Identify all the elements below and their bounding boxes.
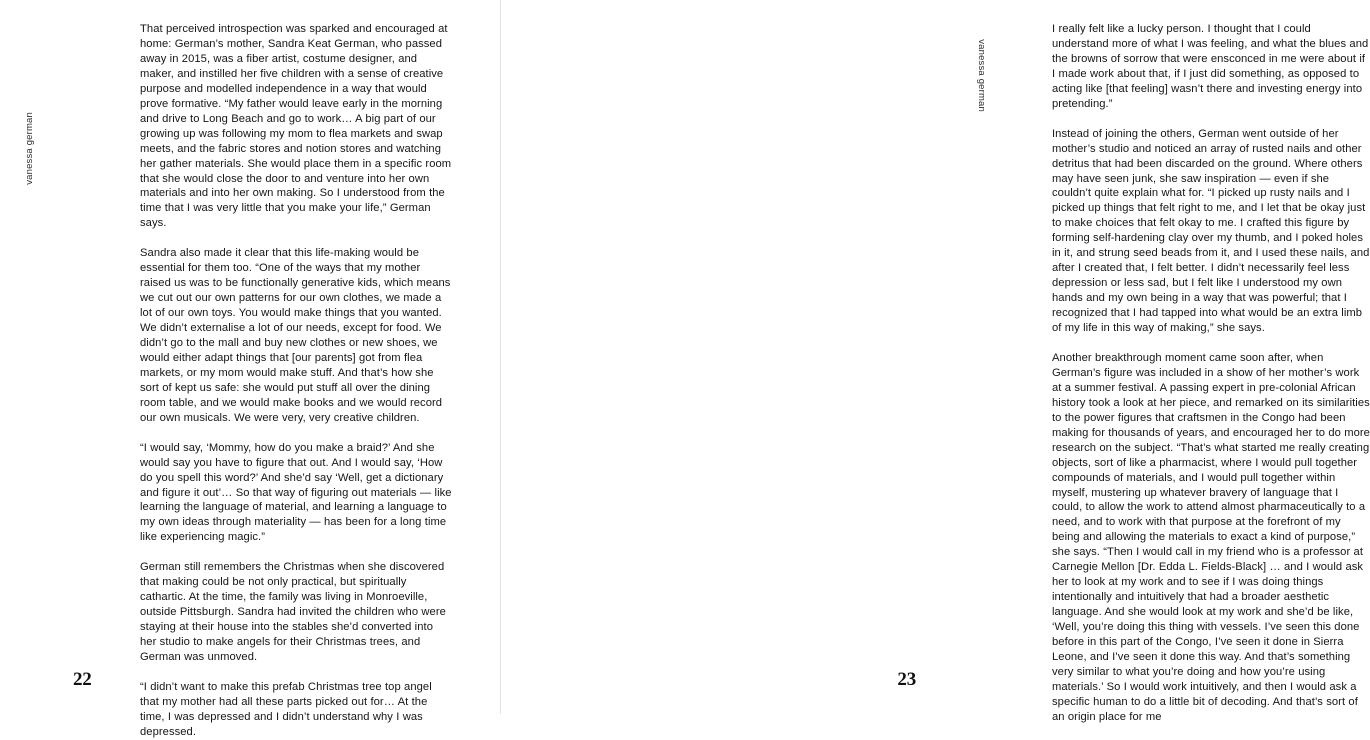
- paragraph: That perceived introspection was sparked and encouraged at home: German’s mother, Sandra Keat German, who passed away in 2015, was a fiber artist, costume designer, and maker, and instilled her five children with a sense of creative purpose and modelled independence in a way that would prove formative. “My father would leave early in the morning and drive to Long Beach and go to work… A big part of our growing up was following my mom to flea markets and swap meets, and the fabric stores and notion stores and watching her gather materials. She would place them in a specific room that she would close the door to and venture into her own materials and into her own making. So I understood from the time that I was very little that you make your life,” German says.: [140, 23, 452, 230]
- page-number-left: 22: [73, 669, 92, 690]
- running-head-right: vanessa german: [976, 39, 987, 112]
- paragraph: Instead of joining the others, German went outside of her mother’s studio and noticed an array of rusted nails and other detritus that had been discarded on the ground. Where others may have seen junk, she saw inspiration — even if she couldn’t quite explain what for. “I picked up rusty nails and I picked up things that felt right to me, and I let that be okay just to make choices that felt okay to me. I crafted this figure by forming self-hardening clay over my thumb, and I poked holes in it, and strung seed beads from it, and I used these nails, and after I created that, I felt better. I didn’t necessarily feel less depression or less sad, but I felt like I understood my own hands and my own being in a way that was powerful; that I recognized that I had tapped into what would be an extra limb of my life in this way of making,” she says.: [1052, 127, 1370, 335]
- page-number-right: 23: [897, 669, 916, 690]
- paragraph: “I would say, ‘Mommy, how do you make a braid?’ And she would say you have to figure that out. And I would say, ‘How do you spell this word?’ And she’d say ‘Well, get a dictionary and figure it out’… So that way of figuring out materials — like learning the language of material, and learning a language to my own ideas through materiality — has been for a long time like experiencing magic.”: [140, 441, 452, 544]
- page-left: [0, 0, 500, 738]
- paragraph: Another breakthrough moment came soon after, when German’s figure was included in a show of her mother’s work at a summer festival. A passing expert in pre-colonial African history took a look at her piece, and remarked on its similarities to the power figures that craftsmen in the Congo had been making for thousands of years, and encouraged her to do more research on the subject. “That’s what started me really creating objects, sort of like a pharmacist, where I would pull together compounds of materials, and I would pull together within myself, mustering up whatever bravery of language that I could, to allow the work to attend almost pharmaceutically to a need, and to work with that purpose at the forefront of my being and allowing the materials to exact a kind of purpose,” she says. “Then I would call in my friend who is a professor at Carnegie Mellon [Dr. Edda L. Fields-Black] … and I would ask her to look at my work and to see if I was doing things intentionally and intuitively that had a broader aesthetic language. And she would look at my work and she’d be like, ‘Well, you’re doing this thing with vessels. I’ve seen this done before in this part of the Congo, I’ve seen it done in Sierra Leone, and I’ve seen it done this way. And that’s something very similar to what you’re doing and how you’re using materials.’ So I would work intuitively, and then I would ask a specific human to do a little bit of decoding. And that’s sort of an origin place for me: [1052, 351, 1370, 723]
- paragraph: “I didn’t want to make this prefab Christmas tree top angel that my mother had all these parts picked out for… At the time, I was depressed and I didn’t understand why I was depressed.: [140, 680, 432, 738]
- running-head-left: vanessa german: [24, 112, 35, 185]
- body-text-left: [140, 22, 452, 740]
- page-right: [500, 0, 1370, 723]
- paragraph: German still remembers the Christmas when she discovered that making could be not only practical, but spiritually cathartic. At the time, the family was living in Monroeville, outside Pittsburgh. Sandra had invited the children who were staying at their house into the stables she’d converted into her studio to make angels for their Christmas trees, and German was unmoved.: [140, 561, 446, 663]
- paragraph: I really felt like a lucky person. I thought that I could understand more of what I was feeling, and what the blues and the browns of sorrow that were ensconced in me were about if I made work about that, if I just did something, as opposed to acting like [that feeling] wasn’t there and investing energy into pretending.”: [1052, 23, 1369, 110]
- body-text-right: [1052, 22, 1370, 725]
- paragraph: Sandra also made it clear that this life-making would be essential for them too. “One of the ways that my mother raised us was to be functionally generative kids, which means we cut out our own patterns for our own clothes, we made a lot of our own toys. You would make things that you wanted. We didn’t externalise a lot of our needs, except for food. We didn’t go to the mall and buy new clothes or new shoes, we would either adapt things that [our parents] got from flea markets, or my mom would make stuff. And that’s how she sort of kept us safe: she would put stuff all over the dining room table, and we would make books and we would record our own musicals. We were very, very creative children.: [140, 247, 451, 424]
